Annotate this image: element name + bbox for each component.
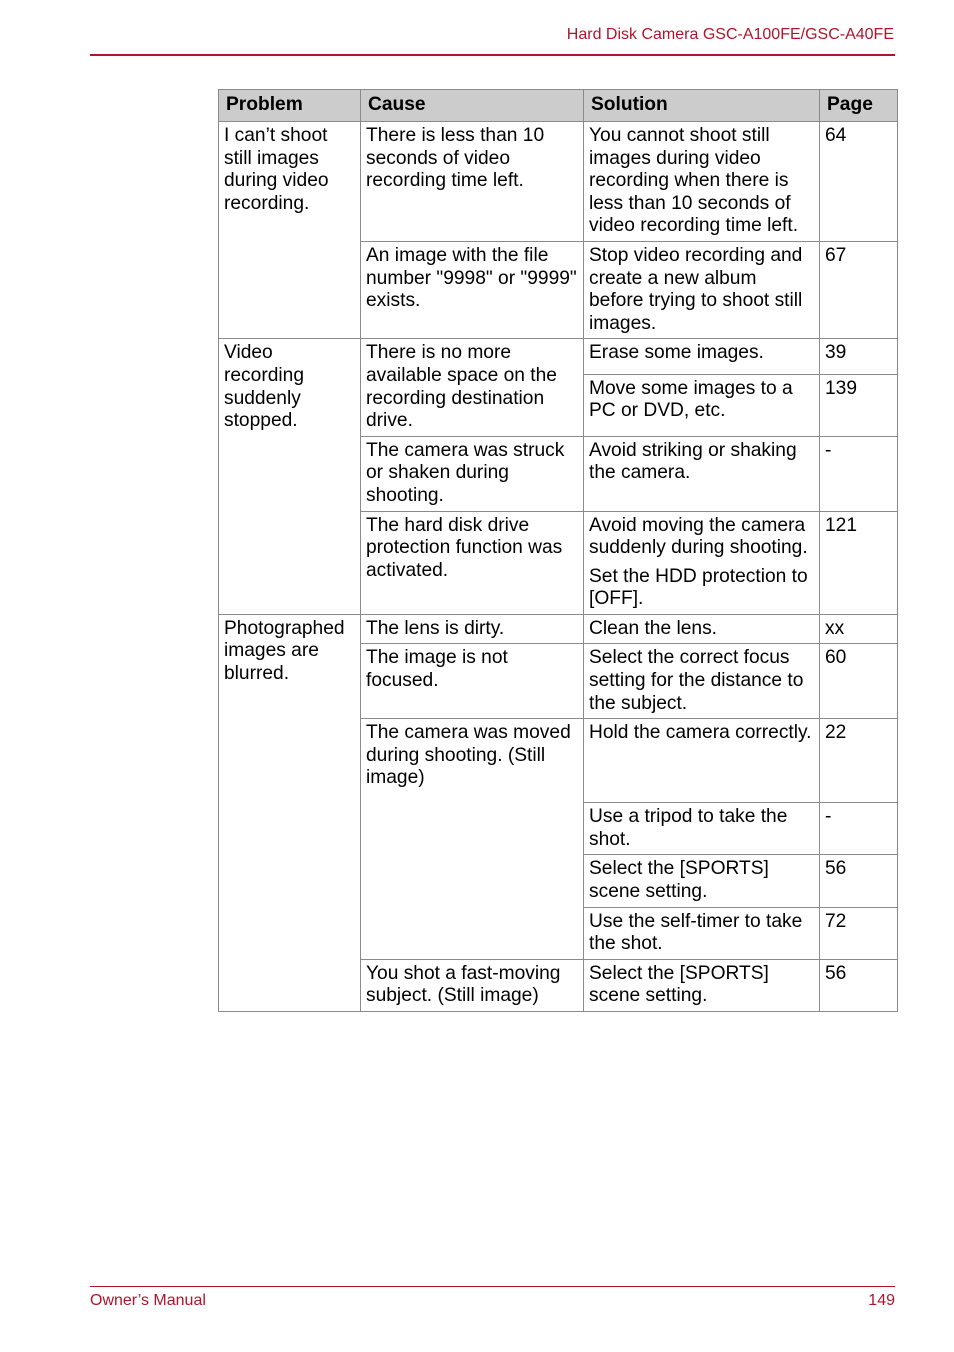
table-header-row — [219, 90, 898, 122]
page-cell: 22 — [820, 719, 898, 803]
cause-cell: The camera was struck or shaken during shooting. — [361, 436, 584, 511]
cause-cell: The lens is dirty. — [361, 614, 584, 644]
column-header-problem: Problem — [219, 90, 361, 122]
page-cell: 39 — [820, 339, 898, 374]
solution-text: Avoid moving the camera suddenly during shooting. — [589, 514, 808, 559]
cause-cell: There is no more available space on the recording destination drive. — [361, 339, 584, 436]
footer-manual-title: Owner’s Manual — [90, 1292, 206, 1309]
troubleshooting-table — [218, 89, 898, 1012]
column-header-solution: Solution — [584, 90, 820, 122]
solution-cell — [584, 374, 820, 436]
solution-cell — [584, 959, 820, 1011]
solution-cell — [584, 614, 820, 644]
page-cell: - — [820, 803, 898, 855]
page-cell: 56 — [820, 855, 898, 907]
problem-cell: Photographed images are blurred. — [219, 614, 361, 1011]
page-cell: 72 — [820, 907, 898, 959]
page-cell: 64 — [820, 122, 898, 242]
solution-text: Use a tripod to take the shot. — [589, 806, 788, 850]
page-cell: - — [820, 436, 898, 511]
column-header-cause: Cause — [361, 90, 584, 122]
solution-cell — [584, 122, 820, 242]
solution-text: Use the self-timer to take the shot. — [589, 910, 803, 955]
solution-cell — [584, 511, 820, 614]
page-cell: 139 — [820, 374, 898, 436]
solution-text: Select the correct focus setting for the distance to the subject. — [589, 647, 804, 714]
footer-page-number: 149 — [868, 1292, 895, 1309]
solution-text: Clean the lens. — [589, 617, 717, 639]
solution-text: Select the [SPORTS] scene setting. — [589, 962, 769, 1007]
problem-cell: Video recording suddenly stopped. — [219, 339, 361, 615]
page-cell: 56 — [820, 959, 898, 1011]
solution-cell — [584, 644, 820, 719]
header-title: Hard Disk Camera GSC-A100FE/GSC-A40FE — [566, 26, 894, 43]
solution-cell — [584, 436, 820, 511]
solution-cell — [584, 339, 820, 374]
solution-text: Avoid striking or shaking the camera. — [589, 439, 797, 484]
solution-cell — [584, 855, 820, 907]
solution-text: Select the [SPORTS] scene setting. — [589, 858, 769, 903]
column-header-page: Page — [820, 90, 898, 122]
solution-text: You cannot shoot still images during video recording when there is less than 10 seconds of video recording time left. — [589, 125, 799, 237]
solution-text: Erase some images. — [589, 342, 764, 364]
page-cell: 60 — [820, 644, 898, 719]
cause-cell: You shot a fast-moving subject. (Still image) — [361, 959, 584, 1011]
solution-text: Set the HDD protection to [OFF]. — [589, 565, 808, 610]
page-cell: 67 — [820, 241, 898, 338]
table-body — [219, 122, 898, 1012]
solution-text: Stop video recording and create a new album before trying to shoot still images. — [589, 244, 803, 334]
table-row — [219, 122, 898, 242]
solution-cell — [584, 719, 820, 803]
cause-cell: An image with the file number "9998" or "9999" exists. — [361, 241, 584, 338]
cause-cell: The camera was moved during shooting. (Still image) — [361, 719, 584, 960]
footer-rule — [90, 1286, 895, 1287]
solution-cell — [584, 241, 820, 338]
cause-cell: The hard disk drive protection function was activated. — [361, 511, 584, 614]
table-row — [219, 614, 898, 644]
cause-cell: There is less than 10 seconds of video recording time left. — [361, 122, 584, 242]
cause-cell: The image is not focused. — [361, 644, 584, 719]
solution-text: Hold the camera correctly. — [589, 722, 812, 744]
solution-cell — [584, 803, 820, 855]
page-cell: xx — [820, 614, 898, 644]
solution-cell — [584, 907, 820, 959]
page-cell: 121 — [820, 511, 898, 614]
problem-cell: I can’t shoot still images during video recording. — [219, 122, 361, 339]
solution-text: Move some images to a PC or DVD, etc. — [589, 377, 793, 422]
table-row — [219, 339, 898, 374]
header-rule — [90, 54, 895, 56]
